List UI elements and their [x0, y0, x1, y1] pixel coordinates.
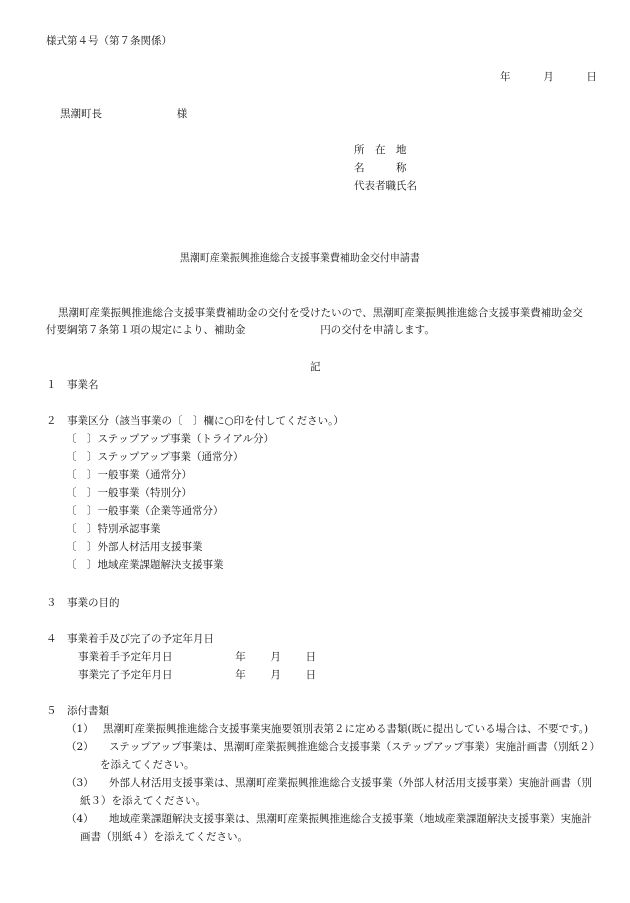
attachment-number: （2） [66, 741, 94, 753]
applicant-name-label: 名 称 [354, 162, 407, 174]
category-option[interactable]: 〔 〕一般事業（特別分） [66, 487, 192, 499]
category-option[interactable]: 〔 〕外部人材活用支援事業 [66, 541, 203, 553]
applicant-representative-label: 代表者職氏名 [354, 180, 417, 192]
attachment-text: 外部人材活用支援事業は、黒潮町産業振興推進総合支援事業（外部人材活用支援事業）実施計画書（別 [109, 777, 593, 789]
body-paragraph-line1: 黒潮町産業振興推進総合支援事業費補助金の交付を受けたいので、黒潮町産業振興推進総合支援事業費補助金交 [58, 307, 583, 319]
end-date-row [78, 668, 316, 682]
start-date-label: 事業着手予定年月日 [78, 651, 173, 663]
attachment-number: （4） [66, 813, 94, 825]
item-project-name: １ 事業名 [46, 379, 99, 391]
start-date-row [78, 650, 316, 664]
attachment-continuation: 紙３）を添えてください。 [80, 795, 206, 807]
page-title: 黒潮町産業振興推進総合支援事業費補助金交付申請書 [179, 252, 420, 264]
attachment-number: （3） [66, 777, 94, 789]
category-option[interactable]: 〔 〕地域産業課題解決支援事業 [66, 559, 224, 571]
category-option[interactable]: 〔 〕ステップアップ事業（通常分） [66, 451, 244, 463]
body-paragraph-line2-a: 付要綱第７条第１項の規定により、補助金 [46, 324, 246, 336]
attachment-text: 地域産業課題解決支援事業は、黒潮町産業振興推進総合支援事業（地域産業課題解決支援事業）実施計 [109, 813, 593, 825]
attachment-item [66, 722, 588, 736]
form-number: 様式第４号（第７条関係） [46, 35, 172, 47]
body-paragraph-line2-b: 円の交付を申請します。 [320, 324, 435, 336]
end-date-day: 日 [305, 669, 317, 681]
date-day-label: 日 [586, 71, 597, 83]
attachment-continuation: を添えてください。 [100, 759, 195, 771]
attachment-continuation: 画書（別紙４）を添えてください。 [80, 831, 248, 843]
attachment-text: 黒潮町産業振興推進総合支援事業実施要領別表第２に定める書類(既に提出している場合は、不要です。) [103, 723, 589, 735]
date-month-label: 月 [543, 71, 554, 83]
addressee-honorific: 様 [176, 108, 188, 120]
attachment-item [66, 740, 600, 754]
body-paragraph-line2 [46, 323, 435, 337]
item-project-category: ２ 事業区分（該当事業の〔 〕欄に○印を付してください。） [46, 415, 344, 427]
attachment-number: （1） [66, 723, 94, 735]
date-year-label: 年 [500, 71, 511, 83]
start-date-month: 月 [270, 651, 281, 663]
end-date-month: 月 [270, 669, 281, 681]
ki-heading: 記 [310, 361, 321, 373]
addressee [60, 107, 187, 121]
item-project-purpose: ３ 事業の目的 [46, 597, 120, 609]
start-date-day: 日 [305, 651, 317, 663]
end-date-year: 年 [235, 669, 246, 681]
attachment-item [66, 812, 592, 826]
category-option[interactable]: 〔 〕一般事業（企業等通常分） [66, 505, 224, 517]
category-option[interactable]: 〔 〕一般事業（通常分） [66, 469, 192, 481]
addressee-name: 黒潮町長 [60, 108, 102, 120]
attachment-text: ステップアップ事業は、黒潮町産業振興推進総合支援事業（ステップアップ事業）実施計画書（別紙２） [108, 741, 601, 753]
start-date-year: 年 [235, 651, 246, 663]
category-option[interactable]: 〔 〕ステップアップ事業（トライアル分） [66, 433, 275, 445]
attachment-item [66, 776, 592, 790]
category-option[interactable]: 〔 〕特別承認事業 [66, 523, 161, 535]
end-date-label: 事業完了予定年月日 [78, 669, 173, 681]
applicant-address-label: 所 在 地 [354, 144, 407, 156]
item-schedule: ４ 事業着手及び完了の予定年月日 [46, 633, 214, 645]
date-line [500, 70, 597, 84]
item-attachments: ５ 添付書類 [46, 705, 109, 717]
